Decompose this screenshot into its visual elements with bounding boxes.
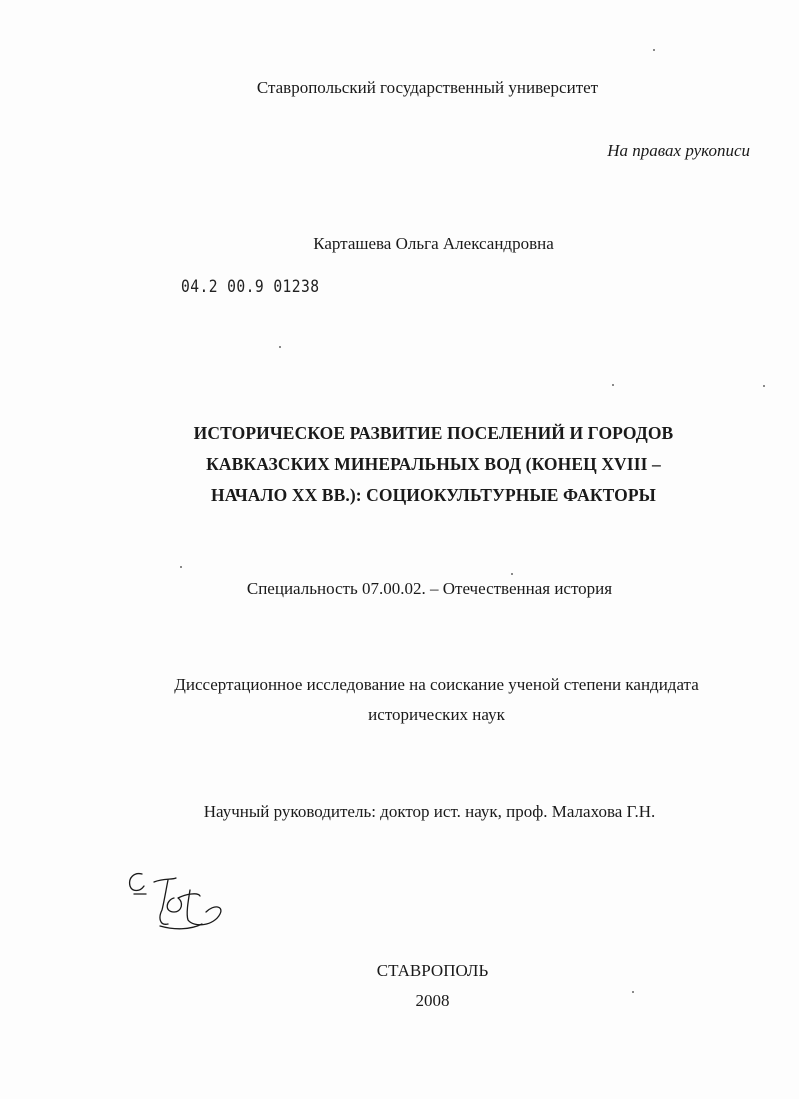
- scan-speck: [511, 573, 513, 575]
- library-stamp-code: 04.2 00.9 01238: [181, 277, 320, 297]
- scan-speck: [653, 49, 655, 51]
- thesis-title-line-3: НАЧАЛО XX ВВ.): СОЦИОКУЛЬТУРНЫЕ ФАКТОРЫ: [211, 485, 656, 505]
- scan-speck: [632, 991, 634, 993]
- university-name: Ставропольский государственный университет: [256, 78, 599, 97]
- scan-speck: [180, 566, 182, 568]
- scan-speck: [612, 384, 614, 386]
- scan-speck: [279, 346, 281, 348]
- thesis-title-line-1: ИСТОРИЧЕСКОЕ РАЗВИТИЕ ПОСЕЛЕНИЙ И ГОРОДОВ: [193, 423, 674, 443]
- city: СТАВРОПОЛЬ: [376, 961, 489, 980]
- thesis-title-line-2: КАВКАЗСКИХ МИНЕРАЛЬНЫХ ВОД (КОНЕЦ XVIII –: [206, 454, 661, 474]
- scan-speck: [763, 385, 765, 387]
- scientific-advisor: Научный руководитель: доктор ист. наук, проф. Малахова Г.Н.: [203, 802, 656, 821]
- author-name: Карташева Ольга Александровна: [313, 234, 554, 253]
- degree-line-1: Диссертационное исследование на соискание ученой степени кандидата: [174, 675, 699, 694]
- rights-notice: На правах рукописи: [607, 141, 750, 160]
- degree-line-2: исторических наук: [368, 705, 505, 724]
- handwritten-signature-icon: [124, 868, 229, 938]
- year: 2008: [415, 991, 450, 1010]
- specialty: Специальность 07.00.02. – Отечественная история: [246, 579, 613, 598]
